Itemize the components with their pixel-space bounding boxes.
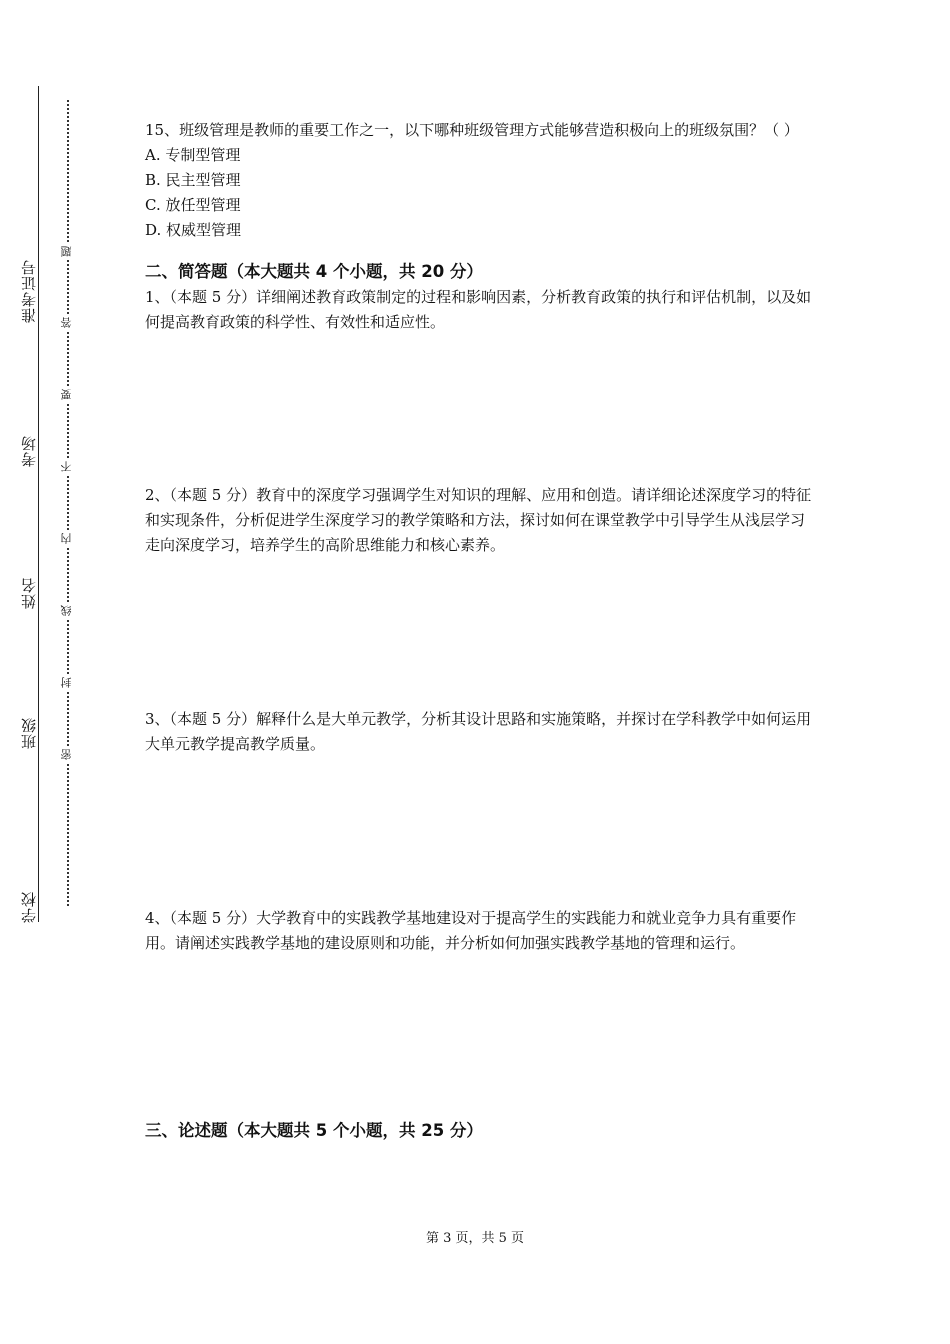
answer-space — [145, 956, 815, 1102]
answer-space — [145, 335, 815, 483]
binding-margin — [0, 0, 90, 1344]
seal-char: 内 — [61, 530, 72, 547]
short-answer-question-4: 4、（本题 5 分）大学教育中的实践教学基地建设对于提高学生的实践能力和就业竞争力具有重要作用。请阐述实践教学基地的建设原则和功能，并分析如何加强实践教学基地的管理和运行。 — [145, 909, 797, 952]
field-exam-number: 准考证号 — [22, 256, 37, 326]
option-a: A. 专制型管理 — [145, 146, 241, 164]
binding-dotted-line — [67, 100, 69, 906]
seal-char: 要 — [61, 386, 72, 403]
page-number: 第 3 页，共 5 页 — [425, 1231, 525, 1246]
binding-solid-line — [38, 86, 39, 922]
short-answer-question-1: 1、（本题 5 分）详细阐述教育政策制定的过程和影响因素，分析教育政策的执行和评估机制，以及如何提高教育政策的科学性、有效性和适应性。 — [145, 288, 812, 331]
seal-char: 线 — [61, 602, 72, 619]
seal-char: 答 — [61, 314, 72, 331]
seal-char: 题 — [61, 243, 72, 260]
field-exam-room: 考场 — [22, 432, 37, 470]
option-c: C. 放任型管理 — [145, 196, 241, 214]
section-2-heading: 二、简答题（本大题共 4 个小题，共 20 分） — [145, 262, 483, 281]
exam-content — [145, 118, 815, 1144]
seal-char: 不 — [61, 458, 72, 475]
answer-space — [145, 558, 815, 707]
field-class: 班级 — [22, 714, 37, 752]
option-b: B. 民主型管理 — [145, 171, 241, 189]
answer-space — [145, 757, 815, 906]
seal-char: 密 — [61, 746, 72, 763]
multiple-choice-question — [145, 118, 815, 243]
question-15-text: 15、班级管理是教师的重要工作之一，以下哪种班级管理方式能够营造积极向上的班级氛围？（ ） — [145, 121, 799, 139]
field-name: 姓名 — [22, 574, 37, 612]
option-d: D. 权威型管理 — [145, 221, 242, 239]
seal-char: 封 — [61, 674, 72, 691]
short-answer-question-3: 3、（本题 5 分）解释什么是大单元教学，分析其设计思路和实施策略，并探讨在学科教学中如何运用大单元教学提高教学质量。 — [145, 710, 812, 753]
section-3-heading: 三、论述题（本大题共 5 个小题，共 25 分） — [145, 1121, 483, 1140]
short-answer-question-2: 2、（本题 5 分）教育中的深度学习强调学生对知识的理解、应用和创造。请详细论述深度学习的特征和实现条件，分析促进学生深度学习的教学策略和方法，探讨如何在课堂教学中引导学生从浅层学习走向深度学习，培养学生的高阶思维能力和核心素养。 — [145, 486, 812, 554]
field-school: 学校 — [22, 888, 37, 926]
